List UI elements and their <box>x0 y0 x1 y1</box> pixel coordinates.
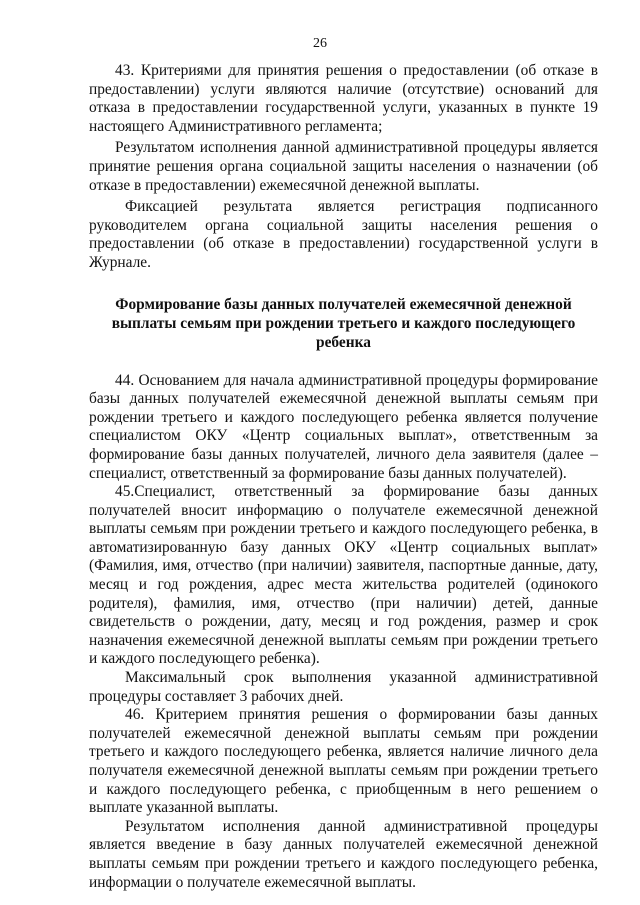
page-body <box>89 62 598 892</box>
paragraph-43: 43. Критериями для принятия решения о предоставлении (об отказе в предоставлении) услуги являются наличие (отсутствие) оснований для отказа в предоставлении государственной услуги, указанных в пункте 19 настоящего Административного регламента; <box>89 62 598 135</box>
page-number: 26 <box>313 36 327 51</box>
section-heading: Формирование базы данных получателей ежемесячной денежной выплаты семьям при рождении третьего и каждого последующего ребенка <box>111 295 576 351</box>
paragraph-46-result: Результатом исполнения данной административной процедуры является введение в базу данных получателей ежемесячной денежной выплаты семьям при рождении третьего и каждого последующего ребенка, информации о получателе ежемесячной выплаты. <box>89 817 598 891</box>
paragraph-43-fixation: Фиксацией результата является регистрация подписанного руководителем органа социальной защиты населения решения о предоставлении (об отказе в предоставлении) государственной услуги в Журнале. <box>89 198 598 271</box>
paragraph-46: 46. Критерием принятия решения о формировании базы данных получателей ежемесячной денежной выплаты семьям при рождении третьего и каждого последующего ребенка, является наличие личного дела получателя ежемесячной денежной выплаты семьям при рождении третьего и каждого последующего ребенка, с приобщенным в него решением о выплате указанной выплаты. <box>89 706 598 817</box>
paragraph-44: 44. Основанием для начала административной процедуры формирование базы данных получателей ежемесячной денежной выплаты семьям при рождении третьего и каждого последующего ребенка является получение специалистом ОКУ «Центр социальных выплат», ответственным за формирование базы данных получателей, личного дела заявителя (далее – специалист, ответственный за формирование базы данных получателей). <box>89 371 598 482</box>
paragraph-43-result: Результатом исполнения данной административной процедуры является принятие решения органа социальной защиты населения о назначении (об отказе в предоставлении) ежемесячной денежной выплаты. <box>89 139 598 194</box>
paragraph-45-term: Максимальный срок выполнения указанной административной процедуры составляет 3 рабочих дней. <box>89 669 598 705</box>
paragraph-45: 45.Специалист, ответственный за формирование базы данных получателей вносит информацию о получателе ежемесячной денежной выплаты семьям при рождении третьего и каждого последующего ребенка, в автоматизированную базу данных ОКУ «Центр социальных выплат» (Фамилия, имя, отчество (при наличии) заявителя, паспортные данные, дату, месяц и год рождения, адрес места жительства родителей (одинокого родителя), фамилия, имя, отчество (при наличии) детей, данные свидетельств о рождении, дату, месяц и год рождения, размер и срок назначения ежемесячной денежной выплаты семьям при рождении третьего и каждого последующего ребенка). <box>89 483 598 668</box>
